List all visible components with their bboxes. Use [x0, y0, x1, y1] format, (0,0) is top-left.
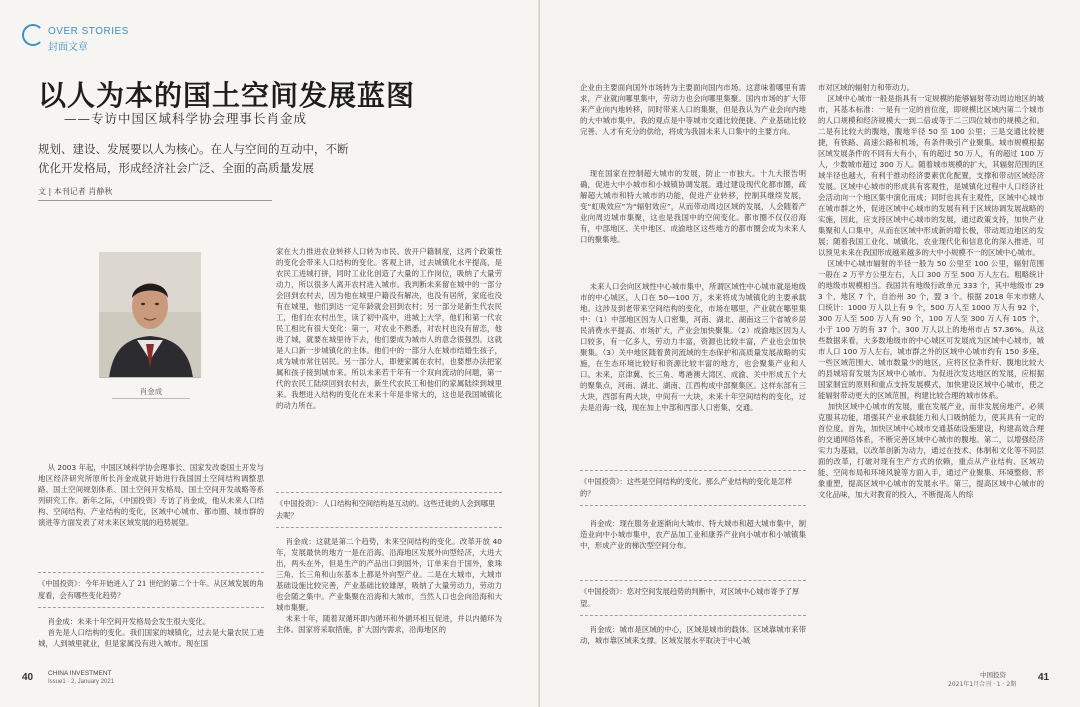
section-name-en: OVER STORIES: [48, 26, 129, 37]
right-footer: [560, 668, 1060, 690]
body-text-column: 家在大力推进农业转移人口转为市民、放开户籍制度，这两个政策性的变化会带来人口结构的变化。客观上讲，过去城镇化水平提高，是农民工进城打拼，同时工业化创造了大量的工作岗位，吸纳了大量劳动力，所以很多人离开农村进入城市。我判断未来留在城中的一部分会回到农村去，因为他在城里户籍没有解决，也没有居所，家庭也没有在城里，他们到达一定年龄就会回到农村；另一部分是新生代农民工，他们在农村出生，读了初中高中，进城上大学，他们和第一代农民工相比有很大变化：第一，对农业不熟悉，对农村也没有留恋，他进了城，就要在城里待下去，他们要成为城市人的意念很强烈。这就是人口新一步城镇化的主体。他们中的一部分人在城市结婚生孩子，成为城市常住居民。另一部分人，即便家属在农村，也要想办法把家属和孩子接到城市来。所以未来若干年有一个双向流动的问题，第一代的农民工陆续回到农村去，新生代农民工和他们的家属陆续到城里来。我想进入结构的变化在未来十年是非常大的，这也是我国城镇化的动力所在。: [276, 247, 502, 410]
question-3: 《中国投资》：这些是空间结构的变化。那么产业结构的变化是怎样的？: [580, 470, 806, 506]
article-title: 以人为本的国土空间发展蓝图: [38, 79, 416, 112]
question-2: 《中国投资》：人口结构和空间结构是互动的。这些迁徙的人会到哪里去呢？: [276, 492, 502, 528]
body-text-column: 市对区域的辐射力和带动力。 区域中心城市一般是指具有一定规模的能够辐射带动周边地区的城市，其基本标准：一是有一定的首位度，即规模比区域内第二个城市的人口规模和经济规模大一到二倍或等于二三四位城市的规模之和。二是有比较大的腹地，腹地半径 50 至 100 公里；三是交通比较便捷，有铁路、高速公路和机场，有条件吸引产业聚集。城市规模根据区域发展条件的不同有大有小，有的超过 50 万人，有的超过 100 万人，少数城市超过 300 万人。随着城市规模的扩大，其辐射范围的区域半径也越大，有利于推动经济要素优化配置，支撑和带动区域经济发展。区域中心城市的形成具有客观性，是城镇化过程中人口经济社会活动向一个地区集中演化而成；同时也具有主观性，区域中心城市在城市群之外，促进区域中心城市的发展有利于区域协调发展战略的实施，因此，应支持区域中心城市的发展，通过政策支持，加快产业集聚和人口集中，从而在区域中形成新的增长极，带动周边地区的发展；随着我国工业化、城镇化、农业现代化和信息化的深入推进，可以预见未来在我国形成越来越多的大中小规模不一的区域中心城市。 区域中心城市辐射的半径一般为 50 公里至 100 公里，辐射范围一般在 2 万平方公里左右，人口 300 万至 500 万人左右。粗略统计的地级市规模相当。我国共有地级行政单元 333 个，其中地级市 293 个，地区 7 个，自治州 30 个，盟 3 个。根据 2018 年末市辖人口统计：1000 万人以上有 9 个，500 万人至 1000 万人有 92 个，300 万人至 500 万人有 90 个，100 万人至 300 万人有 105 个，小于 100 万的有 37 个。300 万人以上的地州市占 57.36%。从这些数据来看，大多数地级市的中心城区可发展成为区域中心城市，城市人口 100 万人左右，城市群之外的区域中心城市约有 150 多座。一些区域范围大、城市数量少的地区，应将区位条件好、腹地比较大的县城培育发展为区域中心城市。为促进次发达地区的发展，应根据国家制宜的原则和重点支持发展模式，加快建设区域中心城市，使之能辐射带动更大的区域范围，构建比较合理的城市体系。 加快区域中心城市的发展，重在发展产业，而非发展房地产。必须克服其功能，增强其产业承载能力和人口吸纳能力，使其具有一定的首位度。首先，加快区域中心城市交通基础设施建设，构建高效合理的交通网络体系，不断完善区域中心城市的腹地。第二，以增强经济实力为基础，以改革创新为动力，通过在技术、体制和文化等不同层面的改革，打破对现有生产方式的依赖，重点从产业结构、区域功能、空间布局和环境风貌等方面入手，通过产业聚集、环境整修、形象重塑，提高区域中心城市的发展水平。第三，提高区域中心城市的文化品味，加大对教育的投入，不断提高人的综: [818, 83, 1044, 499]
page-number: 40: [22, 672, 34, 683]
page-number: 41: [1038, 672, 1050, 683]
answer-3: 肖金成：现在服务业逐渐向大城市、特大城市和超大城市集中，制造业向中小城市集中，农产品加工业和康养产业向小城市和小城镇集中，形成产业的梯次型空间分布。: [580, 519, 806, 550]
body-text-column: 现在国家在控制超大城市的发展，防止一市独大。十九大报告明确，促进大中小城市和小城镇协调发展。通过建设现代化都市圈，疏解超大城市和特大城市的功能，促进产业转移，控制其继续发展，变“虹吸效应”为“辐射效应”，从而带动周边区域的发展，人会随着产业向周边城市集聚，这也是我国中的空间变化。都市圈不仅仅沿海有，中部地区、关中地区、成渝地区这些地方的都市圈会成为未来人口的聚集地。: [580, 169, 806, 244]
divider: [38, 200, 272, 201]
section-logo-icon: [22, 24, 44, 46]
magazine-name-cn: 中国投资: [980, 671, 1006, 679]
issue-label-cn: 2021年1月合刊 · 1 · 2期: [948, 681, 1017, 688]
body-text-column: 未来人口会向区域性中心城市集中，所谓区域性中心城市就是地级市的中心城区，人口在 50—100 万，未来将成为城镇化的主要承载地。这涉及到老带来空间结构的变化，市场在哪里，产业就在哪里集中：（1）中部地区因为人口密集，河南、湖北、湖南这三个省城乡居民消费水平提高、市场扩大，产业会加快聚集。（2）成渝地区因为人口较多，有一亿多人，劳动力丰富，资源也比较丰富，产业也会加快聚集。（3）关中地区随着黄河流域的生态保护和高质量发展战略的实施，在生态环境比较好和资源比较丰富的地方，也会聚集产业和人口。未来，京津冀、长三角、粤港澳大湾区、成渝、关中形成五个大的聚集点，河南、湖北、湖南、江西构成中部聚集区。这样东部有三大块，西部有两大块，中间有一大块，未来十年空间结构的变化，过去是沿海一线，现在加上中部和西部人口密集、交通。: [580, 282, 806, 412]
section-name-cn: 封面文章: [48, 42, 88, 53]
photo-caption: 肖金成: [139, 387, 163, 396]
portrait-photo: [99, 252, 201, 378]
right-page: [540, 0, 1080, 707]
magazine-name: CHINA INVESTMENT: [48, 670, 112, 677]
body-text-column: 企业由主要面向国外市场转为主要面向国内市场。这意味着哪里有需求，产业就向哪里集中，劳动力也会向哪里集聚。国内市场的扩大带来产业向内地转移，同时带来人口的集聚，但是我认为产业会向内地的大中城市集中。我的观点是中等城市交通比较便捷、产业基础比较完善、人才有充分的供给，将成为我国未来人口集中的主要方向。: [580, 83, 806, 136]
portrait-illustration: [99, 252, 201, 378]
issue-label: Issue1 · 2, January 2021: [48, 679, 115, 685]
byline: 文 | 本刊记者 肖静秋: [38, 187, 113, 196]
caption-divider: [112, 398, 190, 399]
article-lead: 规划、建设、发展要以人为核心。在人与空间的互动中，不断优化开发格局，形成经济社会广泛、全面的高质量发展: [38, 142, 349, 175]
intro-paragraph: 从 2003 年起，中国区域科学协会理事长、国家发改委国土开发与地区经济研究所原所长肖金成就开始进行我国国土空间结构调整思路、国土空间规划体系、国土空间开发格局、国土空间开发战略等系列研究工作。新年之际，《中国投资》专访了肖金成，他从未来人口结构、空间结构、产业结构的变化，区域中心城市、都市圈、城市群的演进等方面发表了对未来区域发展的趋势展望。: [38, 463, 264, 527]
left-footer: [22, 668, 522, 690]
section-brand: [22, 24, 132, 52]
answer-2: 肖金成：这就是第二个趋势，未来空间结构的变化。改革开放 40 年，发展最快的地方一是在沿海。沿海地区发展外向型经济，大进大出，两头在外，但是生产的产品出口到国外，订单来自于国外，象珠三角、长三角和山东基本上都是外向型产业。二是在大城市，大城市基础设施比较完善，产业基础比较雄厚，吸纳了大量劳动力，劳动力也会随之集中。产业集聚在沿海和大城市，当然人口也会向沿海和大城市集聚。 未来十年，随着双循环即内循环和外循环相互促进，并以内循环为主体。国家将采取措施，扩大国内需求，沿海地区的: [276, 537, 502, 634]
answer-4: 肖金成：城市是区域的中心，区域是城市的载体。区域靠城市来带动，城市靠区域来支撑。区域发展水平取决于中心城: [580, 625, 806, 645]
question-1: 《中国投资》：今年开始进入了 21 世纪的第二个十年。从区域发展的角度看，会有哪些变化趋势？: [38, 572, 264, 608]
answer-1: 肖金成：未来十年空间开发格局会发生很大变化。 首先是人口结构的变化。我们国家的城镇化，过去是大量农民工进城，人到城里就业，但是家属没有进入城市。现在国: [38, 617, 264, 648]
article-subtitle: ——专访中国区域科学协会理事长肖金成: [64, 111, 308, 126]
question-4: 《中国投资》：您对空间发展趋势的判断中，对区域中心城市寄予了厚望。: [580, 580, 806, 616]
